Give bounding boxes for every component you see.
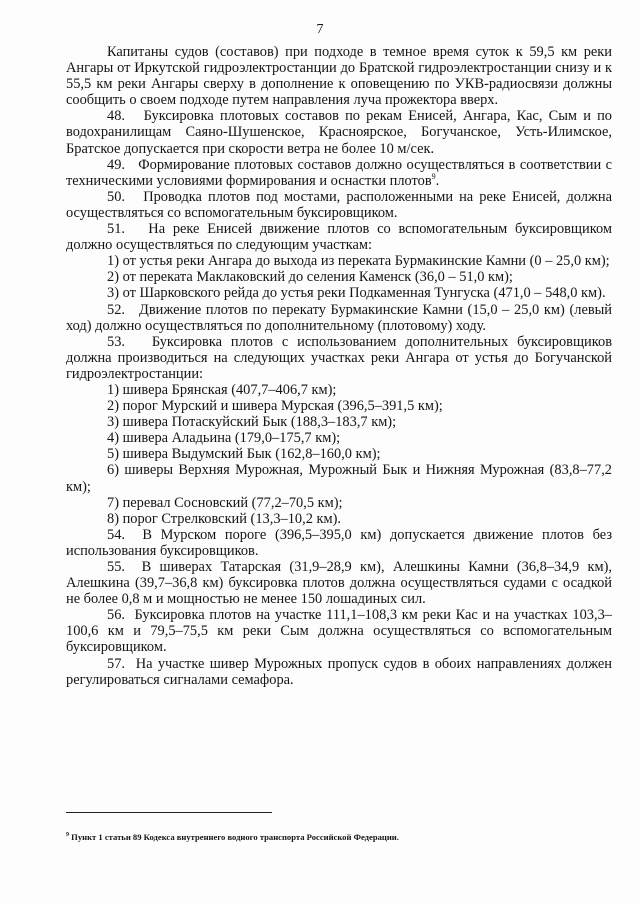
paragraph <box>66 462 612 494</box>
document-body <box>66 44 612 688</box>
footnote-separator <box>66 812 272 813</box>
paragraph <box>66 302 612 334</box>
paragraph <box>66 656 612 688</box>
paragraph-text: 54. В Мурском пороге (396,5–395,0 км) допускается движение плотов без использования буксировщиков. <box>66 526 612 559</box>
paragraph-text: 8) порог Стрелковский (13,3–10,2 км). <box>107 510 341 527</box>
paragraph <box>66 157 612 189</box>
page-number: 7 <box>316 22 324 37</box>
paragraph-text: 55. В шиверах Татарская (31,9–28,9 км), Алешкины Камни (36,8–34,9 км), Алешкина (39,7–36,8 км) буксировка плотов должна осуществляться судами с осадкой не более 0,8 м и мощностью не менее 150 лошадиных сил. <box>66 559 612 608</box>
paragraph-text: 5) шивера Выдумский Бык (162,8–160,0 км); <box>107 446 381 463</box>
paragraph <box>66 382 612 398</box>
paragraph-text: 2) от переката Маклаковский до селения Каменск (36,0 – 51,0 км); <box>107 269 513 286</box>
paragraph <box>66 607 612 655</box>
paragraph <box>66 414 612 430</box>
paragraph-text: 48. Буксировка плотовых составов по рекам Енисей, Ангара, Кас, Сым и по водохранилищам Саяно-Шушенское, Красноярское, Богучанское, Усть-Илимское, Братское допускается при скорости ветра не более 10 м/сек. <box>66 108 612 157</box>
paragraph-text: 57. На участке шивер Мурожных пропуск судов в обоих направлениях должен регулироваться сигналами семафора. <box>66 655 612 688</box>
paragraph <box>66 253 612 269</box>
paragraph-text: 52. Движение плотов по перекату Бурмакинские Камни (15,0 – 25,0 км) (левый ход) должно осуществляться по дополнительному (плотовому) ходу. <box>66 301 612 334</box>
paragraph <box>66 398 612 414</box>
paragraph-text: 1) от устья реки Ангара до выхода из переката Бурмакинские Камни (0 – 25,0 км); <box>107 253 610 270</box>
paragraph-text: 6) шиверы Верхняя Мурожная, Мурожный Бык и Нижняя Мурожная (83,8–77,2 км); <box>66 462 612 495</box>
paragraph-text: 3) шивера Потаскуйский Бык (188,3–183,7 км); <box>107 414 397 431</box>
footnote-reference: 9 <box>431 171 436 181</box>
paragraph-text: Капитаны судов (составов) при подходе в темное время суток к 59,5 км реки Ангары от Иркутской гидроэлектростанции до Братской гидроэлектростанции снизу и к 55,5 км реки Ангары сверху в дополнение к оповещению по УКВ-радиосвязи должны сообщить о своем подходе путем направления луча прожектора вверх. <box>66 44 612 109</box>
footnote-text: Пункт 1 статьи 89 Кодекса внутреннего водного транспорта Российской Федерации. <box>71 832 399 842</box>
paragraph-text: 1) шивера Брянская (407,7–406,7 км); <box>107 381 337 398</box>
paragraph-text: 2) порог Мурский и шивера Мурская (396,5–391,5 км); <box>107 398 443 415</box>
paragraph-tail: . <box>435 172 440 189</box>
paragraph <box>66 269 612 285</box>
paragraph-text: 3) от Шарковского рейда до устья реки Подкаменная Тунгуска (471,0 – 548,0 км). <box>107 285 606 302</box>
footnote <box>66 832 612 843</box>
paragraph <box>66 221 612 253</box>
paragraph <box>66 446 612 462</box>
paragraph <box>66 44 612 108</box>
paragraph-text: 4) шивера Аладьина (179,0–175,7 км); <box>107 430 341 447</box>
paragraph <box>66 334 612 382</box>
footnote-mark: 9 <box>66 832 69 839</box>
paragraph-text: 56. Буксировка плотов на участке 111,1–108,3 км реки Кас и на участках 103,3–100,6 км и 79,5–75,5 км реки Сым должна осуществляться со вспомогательным буксировщиком. <box>66 607 612 656</box>
paragraph <box>66 495 612 511</box>
paragraph <box>66 527 612 559</box>
paragraph-text: 53. Буксировка плотов с использованием дополнительных буксировщиков должна производиться на следующих участках реки Ангара от устья до Богучанской гидроэлектростанции: <box>66 333 612 382</box>
paragraph-text: 50. Проводка плотов под мостами, расположенными на реке Енисей, должна осуществляться со вспомогательным буксировщиком. <box>66 188 612 221</box>
paragraph <box>66 285 612 301</box>
paragraph <box>66 108 612 156</box>
paragraph <box>66 559 612 607</box>
paragraph-text: 7) перевал Сосновский (77,2–70,5 км); <box>107 494 343 511</box>
paragraph <box>66 511 612 527</box>
paragraph-text: 51. На реке Енисей движение плотов со вспомогательным буксировщиком должно осуществляться по следующим участкам: <box>66 221 612 254</box>
paragraph <box>66 430 612 446</box>
paragraph <box>66 189 612 221</box>
paragraph-text: 49. Формирование плотовых составов должно осуществляться в соответствии с техническими условиями формирования и оснастки плотов <box>66 156 612 189</box>
